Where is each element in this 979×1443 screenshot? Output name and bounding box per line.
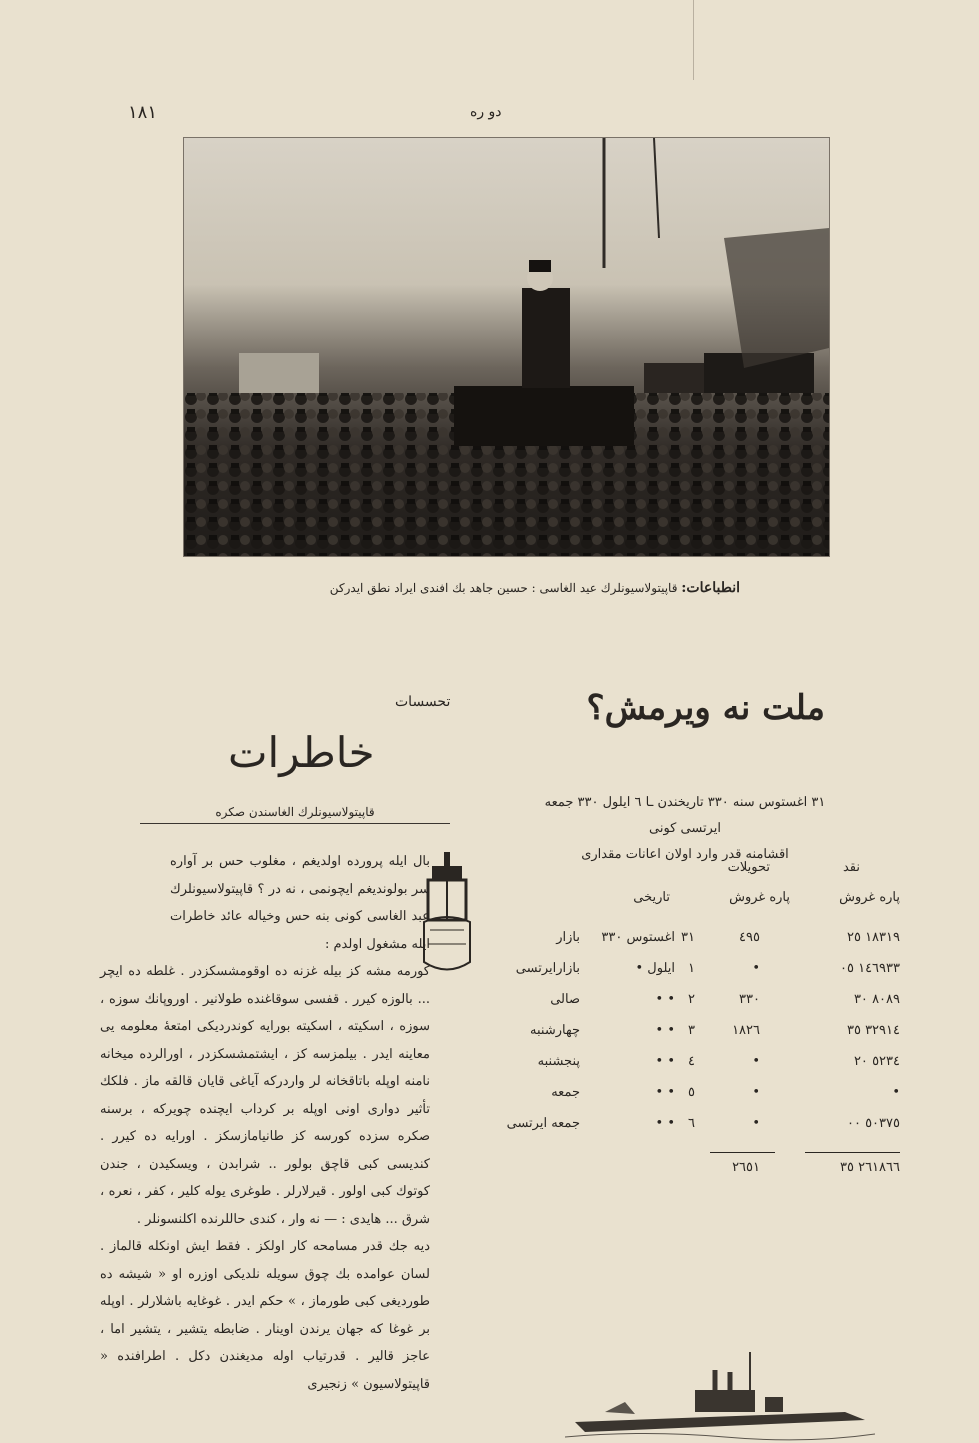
section-label: تحسسات bbox=[395, 694, 451, 710]
donations-intro bbox=[525, 790, 845, 868]
table-cell-transfer: • bbox=[752, 1085, 760, 1100]
table-cell-transfer: • bbox=[752, 1054, 760, 1069]
running-title: دو ره bbox=[470, 104, 502, 120]
memoirs-title: خاطرات bbox=[228, 728, 375, 777]
page-crease bbox=[693, 0, 694, 80]
intro-line-2: اقشامنه قدر وارد اولان اعانات مقداری bbox=[581, 847, 789, 862]
table-cell-cash: ٨٠٨٩ ٣٠ bbox=[853, 992, 900, 1007]
subheader-date: تاریخی bbox=[633, 890, 670, 905]
total-transfers: ٢٦٥١ bbox=[732, 1160, 760, 1175]
table-row bbox=[500, 961, 900, 991]
table-row bbox=[500, 1023, 900, 1053]
crowd-rally-photo-icon bbox=[183, 137, 830, 557]
donations-title: ملت نه ویرمش؟ bbox=[586, 688, 825, 728]
table-cell-num: ٥ bbox=[688, 1085, 695, 1100]
total-rule-transfers bbox=[710, 1152, 775, 1153]
total-cash: ٢٦١٨٦٦ ٣٥ bbox=[839, 1160, 900, 1175]
table-cell-day: صالی bbox=[550, 992, 580, 1007]
table-cell-num: ٢ bbox=[688, 992, 695, 1007]
page-number: ١٨١ bbox=[128, 102, 158, 123]
header-cash: نقد bbox=[842, 860, 860, 875]
article-subtitle: قاپیتولاسیونلرك الغاسندن صکره bbox=[140, 805, 450, 824]
table-cell-cash: ١٤٦٩٣٣ ٠٥ bbox=[839, 961, 900, 976]
table-cell-transfer: • bbox=[752, 1116, 760, 1131]
table-cell-day: پنجشنبه bbox=[537, 1054, 580, 1069]
table-cell-day: جمعه bbox=[551, 1085, 580, 1100]
table-cell-transfer: ٤٩٥ bbox=[739, 930, 760, 945]
table-cell-num: ٤ bbox=[688, 1054, 695, 1069]
intro-line-1: ٣١ اغستوس سنه ٣٣٠ تاریخندن ـا ٦ ایلول ٣٣٠ جمعه ایرتسی کونی bbox=[544, 795, 826, 836]
header-transfers: تحویلات bbox=[727, 860, 770, 875]
article-paragraph: دیه جك قدر مسامحه کار اولکز . فقط ایش اونکله قالماز . لسان عوامده بك چوق سویله نلدیکی اوزره او « شیشه ده طوردیغی کبی طورماز ، » حکم ایدر . غوغایه باشلارلر . اوپله بر غوغا که جهان یرندن اوینار . ضابطه یتشیر ، یتشیر اما ، عاجز قالیر . قدرتیاب اوله مدیغندن دکل . اطرافنده « قاپیتولاسیون » زنجیری bbox=[100, 1239, 430, 1392]
table-cell-num: ٣ bbox=[688, 1023, 695, 1038]
table-cell-month: • • bbox=[655, 1023, 675, 1038]
table-row bbox=[500, 1116, 900, 1146]
table-row bbox=[500, 992, 900, 1022]
table-cell-month: ایلول • bbox=[635, 961, 675, 976]
table-cell-day: چهارشنبه bbox=[530, 1023, 580, 1038]
article-paragraph: کورمه مشه کز بیله غزنه ده اوقومشسکزدر . غلطه ده ایچر ... بالوزه کیرر . قفسی سوقاغنده طولانیر . اوروپانك سوزه ، سوزه ، اسکیته ، اسکیته بورایه کوندردیکی امتعهٔ معلومه یی معاینه ایدر . بیلمزسه کز ، ایشتمشسکزدر ، اورالرده میخانه نامنه اوپله باتاقخانه لر واردرکه آیاغی قایان قالقه ماز . فلکك تأثیر دواری اونی اوپله بر کرداب ایچنده چویرکه ، برسنه صکره سزده کورسه کز طانیامازسکز . اورایه ده کیرر . کندیسی کبی قاچق بولور .. شرابدن ، ویسکیدن ، جندن کوتوك کبی اولور . قیرلارلر . طوغری یوله کلیر ، کفر ، نعره ، شرق ... هایدی : — نه وار ، کندی حاللرنده اکلنسونلر . bbox=[100, 964, 430, 1227]
table-cell-day: بازارایرتسی bbox=[515, 961, 580, 976]
subheader-cash: پاره غروش bbox=[839, 890, 900, 905]
caption-label: انطباعات: bbox=[681, 580, 740, 596]
table-cell-cash: ٣٢٩١٤ ٣٥ bbox=[846, 1023, 900, 1038]
table-cell-num: ٦ bbox=[688, 1116, 695, 1131]
table-row bbox=[500, 930, 900, 960]
table-cell-transfer: ١٨٢٦ bbox=[732, 1023, 760, 1038]
table-cell-day: جمعه ایرتسی bbox=[506, 1116, 580, 1131]
table-cell-month: • • bbox=[655, 992, 675, 1007]
subheader-transfers: پاره غروش bbox=[729, 890, 790, 905]
total-rule-cash bbox=[805, 1152, 900, 1153]
table-cell-month: • • bbox=[655, 1054, 675, 1069]
table-cell-cash: ٥٠٣٧٥ ٠٠ bbox=[846, 1116, 900, 1131]
article-paragraph: بال ایله پرورده اولدیغم ، مغلوب حس بر آواره سر بولوندیغم ایچونمی ، نه در ؟ قاپیتولاسیونلرك عبد الغاسی کونی بنه حس وخیاله عائد خاطرات ایله مشغول اولدم : bbox=[170, 854, 430, 952]
table-row bbox=[500, 1085, 900, 1115]
photo-caption bbox=[270, 580, 740, 596]
table-cell-num: ٣١ bbox=[681, 930, 695, 945]
memoirs-article bbox=[100, 848, 430, 1398]
table-cell-cash: • bbox=[892, 1085, 900, 1100]
table-cell-cash: ٥٢٣٤ ٢٠ bbox=[853, 1054, 900, 1069]
table-cell-month: • • bbox=[655, 1085, 675, 1100]
warship-illustration-icon bbox=[565, 1352, 875, 1442]
caption-text: قاپیتولاسیونلرك عید الغاسی : حسین جاهد بك افندی ایراد نطق ایدركن bbox=[329, 581, 678, 595]
table-cell-month: اغستوس ٣٣٠ bbox=[601, 930, 675, 945]
table-cell-transfer: ٣٣٠ bbox=[739, 992, 760, 1007]
table-cell-month: • • bbox=[655, 1116, 675, 1131]
table-cell-num: ١ bbox=[688, 961, 695, 976]
table-cell-cash: ١٨٣١٩ ٢٥ bbox=[846, 930, 900, 945]
table-row bbox=[500, 1054, 900, 1084]
photo-illustration bbox=[184, 138, 829, 556]
table-cell-day: بازار bbox=[556, 930, 580, 945]
table-cell-transfer: • bbox=[752, 961, 760, 976]
